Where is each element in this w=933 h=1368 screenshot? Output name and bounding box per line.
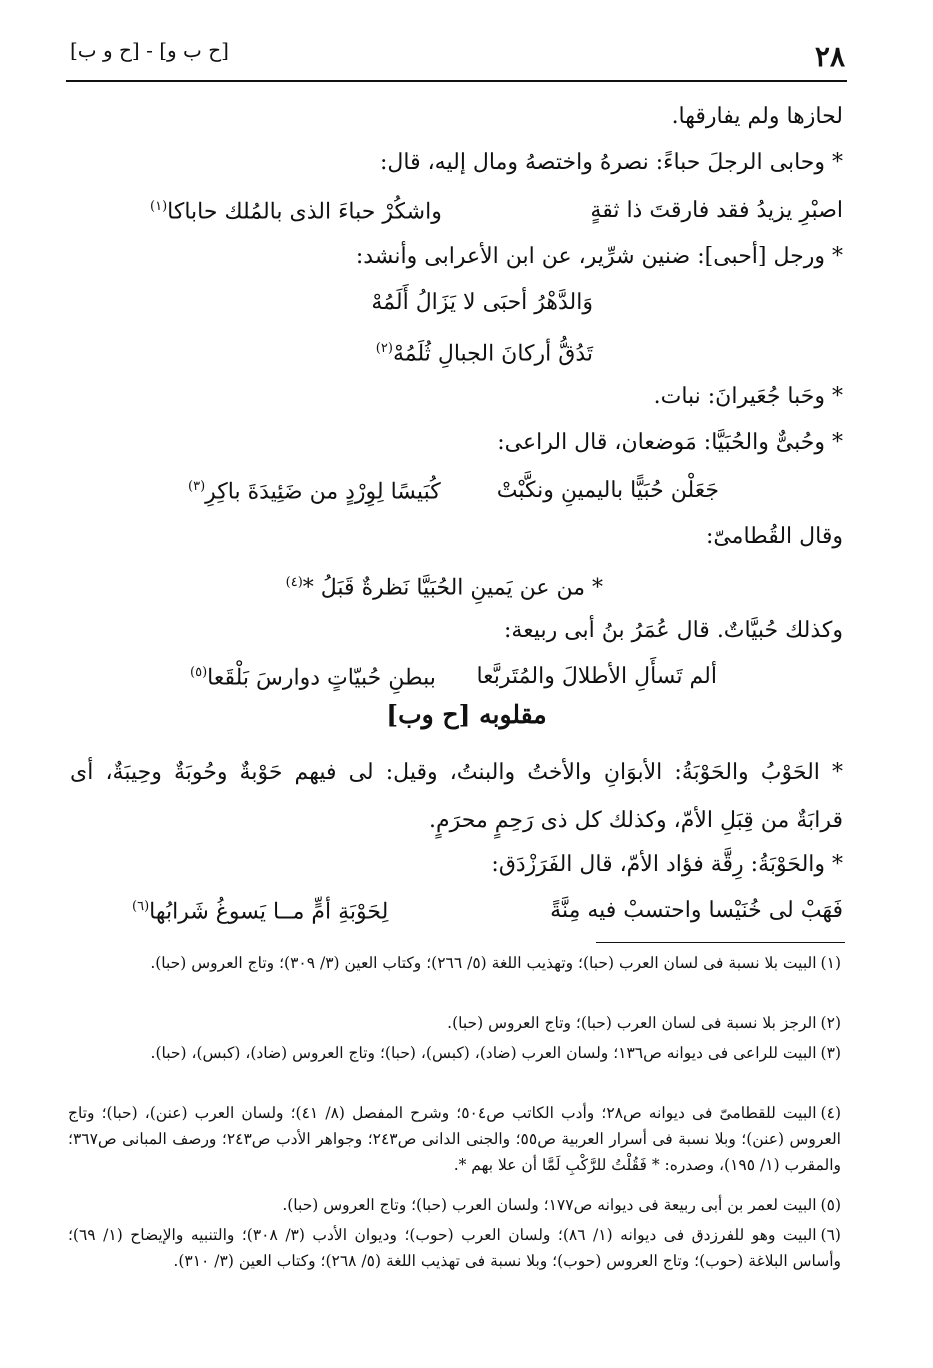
text-line: قرابَةٌ من قِبَلِ الأمّ، وكذلك كل ذى رَحِمٍ محرَمٍ.: [428, 808, 843, 833]
footnote-number: (٥): [820, 1196, 841, 1214]
rajaz-line: [376, 332, 593, 371]
page-number: ٢٨: [814, 40, 845, 73]
text-line: * وحابى الرجلَ حباءً: نصرهُ واختصهُ ومال إليه، قال:: [379, 150, 843, 175]
footnote-text: البيت للقطامىّ فى ديوانه ص٢٨؛ وأدب الكاتب ص٥٠٤؛ وشرح المفصل (٨/ ٤١)؛ ولسان العرب (عنن)، (حبا)؛ وتاج العروس (عنن)؛ وبلا نسبة فى أسرار العربية ص٥٥؛ والجنى الدانى ص٢٤٣؛ وجواهر الأدب ص٢٤٣؛ ورصف المبانى ص٣٦٧؛ والمقرب (١/ ١٩٥)، وصدره: * فَقُلْتُ للرَّكْبِ لَمَّا أن علا بهم *.: [68, 1104, 841, 1174]
verse-hemistich: [132, 890, 388, 929]
footnote-ref: (٤): [285, 575, 303, 590]
footnote-number: (١): [820, 954, 841, 972]
text-line: * وحَبا جُعَيرانَ: نبات.: [653, 384, 843, 409]
verse-hemistich: فَهَبْ لى خُنَيْسا واحتسبْ فيه مِنَّةً: [550, 898, 843, 923]
verse-hemistich: ألم تَسأَلِ الأطلالَ والمُتَربَّعا: [476, 664, 717, 689]
footnote: [68, 1192, 841, 1218]
footnote-ref: (٦): [132, 899, 150, 914]
footnote-number: (٣): [820, 1044, 841, 1062]
footnote-text: البيت للراعى فى ديوانه ص١٣٦؛ ولسان العرب (ضاد)، (كبس)، (حبا)؛ وتاج العروس (ضاد)، (كبس)، (حبا).: [150, 1044, 817, 1062]
text-line: * وحُبىٌّ والحُبَيَّا: مَوضعان، قال الراعى:: [497, 430, 843, 455]
footnote-text: البيت وهو للفرزدق فى ديوانه (١/ ٨٦)؛ ولسان العرب (حوب)؛ وديوان الأدب (٣/ ٣٠٨)؛ والتنبيه والإيضاح (١/ ٦٩)؛ وأساس البلاغة (حوب)؛ وتاج العروس (حوب)؛ وبلا نسبة فى تهذيب اللغة (٥/ ٢٦٨)؛ وكتاب العين (٣/ ٣١٠).: [68, 1226, 841, 1270]
header-rule: [66, 80, 847, 82]
verse-hemistich: [190, 656, 436, 695]
footnote-ref: (٥): [190, 665, 208, 680]
rajaz-line: وَالدَّهْرُ أحبَى لا يَزَالُ أَلَمُهْ: [371, 290, 593, 315]
footnote: [68, 1100, 841, 1178]
verse-hemistich: [188, 470, 441, 509]
verse-hemistich: جَعَلْن حُبَيًّا باليمينِ ونكَّبْتْ: [496, 478, 719, 503]
footnote: [68, 1010, 841, 1036]
page-header: [70, 38, 845, 78]
footnote-separator: [596, 942, 845, 943]
running-head: [ح ب و] - [ح و ب]: [70, 38, 229, 62]
footnote-ref: (١): [150, 199, 168, 214]
footnote-ref: (٢): [375, 341, 393, 356]
footnote-text: البيت بلا نسبة فى لسان العرب (حبا)؛ وتهذيب اللغة (٥/ ٢٦٦)؛ وكتاب العين (٣/ ٣٠٩)؛ وتاج العروس (حبا).: [150, 954, 817, 972]
footnote-number: (٢): [820, 1014, 841, 1032]
footnote: [68, 950, 841, 976]
footnote-number: (٦): [820, 1226, 841, 1244]
verse-text: ببطنِ حُبيّاتٍ دوارسَ بَلْقَعا: [207, 665, 436, 691]
verse-text: تَدُقُّ أركانَ الجبالِ ثُلَمُهْ: [392, 341, 593, 367]
footnote-text: البيت لعمر بن أبى ربيعة فى ديوانه ص١٧٧؛ ولسان العرب (حبا)؛ وتاج العروس (حبا).: [282, 1196, 817, 1214]
text-line: * الحَوْبُ والحَوْبَةُ: الأبوَانِ والأختُ والبنتُ، وقيل: لى فيهم حَوْبةٌ وحُوبَةٌ وحِيبَةٌ، أى: [70, 760, 843, 785]
verse-hemistich: [150, 190, 442, 229]
text-line: وكذلك حُبيَّاتٌ. قال عُمَرُ بنُ أبى ربيعة:: [504, 618, 843, 643]
footnote-text: الرجز بلا نسبة فى لسان العرب (حبا)؛ وتاج العروس (حبا).: [447, 1014, 817, 1032]
verse-text: لِحَوْبَةِ أمٍّ مــا يَسوغُ شَرابُها: [149, 899, 389, 925]
text-line: وقال القُطامىّ:: [705, 524, 843, 549]
verse-line: [286, 566, 603, 605]
footnote: [68, 1040, 841, 1066]
text-line: * ورجل [أحبى]: ضنين شرِّير، عن ابن الأعرابى وأنشد:: [355, 244, 843, 269]
verse-hemistich: اصبْرِ يزيدُ فقد فارقتَ ذا ثقةٍ: [590, 198, 843, 223]
verse-text: كُبَيسًا لِوِرْدٍ من ضَئِيدَةَ باكِرِ: [205, 479, 441, 505]
text-line: لحازها ولم يفارقها.: [671, 104, 843, 129]
verse-text: واشكُرْ حباءَ الذى بالمُلك حاباكا: [167, 199, 442, 225]
verse-text: * من عن يَمينِ الحُبَيَّا نَظرةٌ قَبَلُ *: [302, 575, 603, 601]
footnote-number: (٤): [820, 1104, 841, 1122]
text-line: * والحَوْبَةُ: رِقَّة فؤاد الأمّ، قال الفَرَزْدَق:: [491, 852, 843, 877]
footnote: [68, 1222, 841, 1274]
footnote-ref: (٣): [188, 479, 206, 494]
section-title: مقلوبه [ح وب]: [386, 700, 547, 729]
